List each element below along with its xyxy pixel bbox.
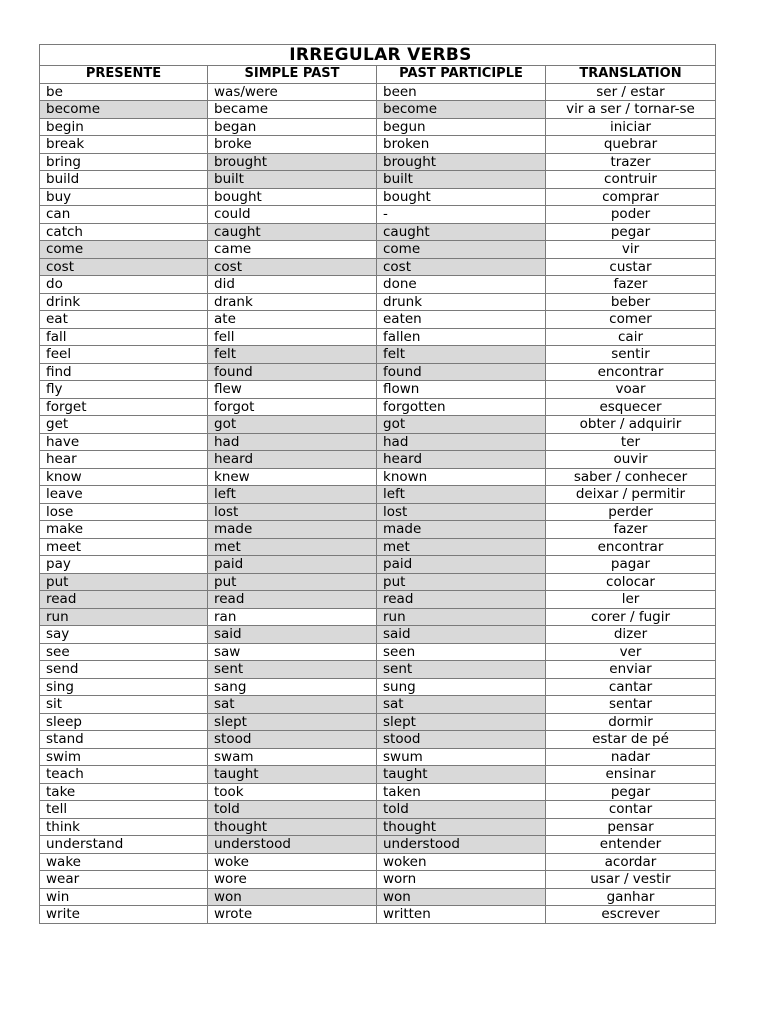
translation-cell: beber (546, 293, 716, 311)
table-row (40, 573, 716, 591)
simple-past-cell: fell (208, 328, 377, 346)
past-participle-cell: done (377, 276, 546, 294)
table-row (40, 258, 716, 276)
table-row (40, 118, 716, 136)
translation-cell: obter / adquirir (546, 416, 716, 434)
present-cell: bring (40, 153, 208, 171)
past-participle-cell: fallen (377, 328, 546, 346)
translation-cell: poder (546, 206, 716, 224)
table-row (40, 468, 716, 486)
past-participle-cell: seen (377, 643, 546, 661)
present-cell: catch (40, 223, 208, 241)
simple-past-cell: saw (208, 643, 377, 661)
past-participle-cell: brought (377, 153, 546, 171)
present-cell: come (40, 241, 208, 259)
translation-cell: sentar (546, 696, 716, 714)
past-participle-cell: forgotten (377, 398, 546, 416)
translation-cell: entender (546, 836, 716, 854)
past-participle-cell: taken (377, 783, 546, 801)
table-row (40, 626, 716, 644)
table-row (40, 696, 716, 714)
past-participle-cell: cost (377, 258, 546, 276)
present-cell: read (40, 591, 208, 609)
simple-past-cell: sat (208, 696, 377, 714)
present-cell: say (40, 626, 208, 644)
present-cell: forget (40, 398, 208, 416)
translation-cell: nadar (546, 748, 716, 766)
past-participle-cell: drunk (377, 293, 546, 311)
table-row (40, 556, 716, 574)
past-participle-cell: made (377, 521, 546, 539)
present-cell: stand (40, 731, 208, 749)
present-cell: send (40, 661, 208, 679)
past-participle-cell: become (377, 101, 546, 119)
present-cell: wake (40, 853, 208, 871)
translation-cell: encontrar (546, 363, 716, 381)
translation-cell: escrever (546, 906, 716, 924)
table-row (40, 608, 716, 626)
past-participle-cell: woken (377, 853, 546, 871)
present-cell: pay (40, 556, 208, 574)
simple-past-cell: understood (208, 836, 377, 854)
title-row (40, 45, 716, 66)
present-cell: leave (40, 486, 208, 504)
simple-past-cell: swam (208, 748, 377, 766)
translation-cell: dormir (546, 713, 716, 731)
present-cell: have (40, 433, 208, 451)
present-cell: do (40, 276, 208, 294)
simple-past-cell: left (208, 486, 377, 504)
table-row (40, 328, 716, 346)
simple-past-cell: came (208, 241, 377, 259)
simple-past-cell: read (208, 591, 377, 609)
table-row (40, 766, 716, 784)
simple-past-cell: made (208, 521, 377, 539)
translation-cell: sentir (546, 346, 716, 364)
table-row (40, 661, 716, 679)
translation-cell: cantar (546, 678, 716, 696)
simple-past-cell: said (208, 626, 377, 644)
present-cell: fly (40, 381, 208, 399)
table-row (40, 241, 716, 259)
simple-past-cell: became (208, 101, 377, 119)
simple-past-cell: forgot (208, 398, 377, 416)
translation-cell: ver (546, 643, 716, 661)
translation-cell: pegar (546, 223, 716, 241)
table-row (40, 101, 716, 119)
past-participle-cell: broken (377, 136, 546, 154)
table-row (40, 276, 716, 294)
translation-cell: trazer (546, 153, 716, 171)
table-row (40, 136, 716, 154)
past-participle-cell: read (377, 591, 546, 609)
translation-cell: iniciar (546, 118, 716, 136)
past-participle-cell: sat (377, 696, 546, 714)
table-row (40, 801, 716, 819)
table-row (40, 83, 716, 101)
table-row (40, 486, 716, 504)
past-participle-cell: been (377, 83, 546, 101)
translation-cell: esquecer (546, 398, 716, 416)
simple-past-cell: wrote (208, 906, 377, 924)
present-cell: drink (40, 293, 208, 311)
translation-cell: acordar (546, 853, 716, 871)
simple-past-cell: felt (208, 346, 377, 364)
present-cell: be (40, 83, 208, 101)
present-cell: buy (40, 188, 208, 206)
translation-cell: contruir (546, 171, 716, 189)
past-participle-cell: left (377, 486, 546, 504)
table-row (40, 433, 716, 451)
simple-past-cell: began (208, 118, 377, 136)
table-row (40, 503, 716, 521)
past-participle-cell: built (377, 171, 546, 189)
past-participle-cell: come (377, 241, 546, 259)
past-participle-cell: sent (377, 661, 546, 679)
past-participle-cell: found (377, 363, 546, 381)
translation-cell: comer (546, 311, 716, 329)
past-participle-cell: met (377, 538, 546, 556)
simple-past-cell: ate (208, 311, 377, 329)
table-row (40, 871, 716, 889)
past-participle-cell: swum (377, 748, 546, 766)
column-header-presente: PRESENTE (40, 66, 208, 84)
simple-past-cell: met (208, 538, 377, 556)
simple-past-cell: flew (208, 381, 377, 399)
simple-past-cell: wore (208, 871, 377, 889)
simple-past-cell: could (208, 206, 377, 224)
simple-past-cell: ran (208, 608, 377, 626)
past-participle-cell: bought (377, 188, 546, 206)
present-cell: begin (40, 118, 208, 136)
translation-cell: ser / estar (546, 83, 716, 101)
table-row (40, 521, 716, 539)
present-cell: see (40, 643, 208, 661)
table-row (40, 188, 716, 206)
past-participle-cell: run (377, 608, 546, 626)
past-participle-cell: put (377, 573, 546, 591)
present-cell: run (40, 608, 208, 626)
present-cell: sleep (40, 713, 208, 731)
past-participle-cell: won (377, 888, 546, 906)
table-row (40, 171, 716, 189)
past-participle-cell: understood (377, 836, 546, 854)
simple-past-cell: was/were (208, 83, 377, 101)
table-row (40, 836, 716, 854)
simple-past-cell: heard (208, 451, 377, 469)
simple-past-cell: slept (208, 713, 377, 731)
present-cell: make (40, 521, 208, 539)
column-header-row (40, 66, 716, 84)
translation-cell: estar de pé (546, 731, 716, 749)
present-cell: wear (40, 871, 208, 889)
present-cell: know (40, 468, 208, 486)
present-cell: put (40, 573, 208, 591)
present-cell: can (40, 206, 208, 224)
present-cell: find (40, 363, 208, 381)
translation-cell: fazer (546, 521, 716, 539)
present-cell: eat (40, 311, 208, 329)
present-cell: swim (40, 748, 208, 766)
table-row (40, 888, 716, 906)
translation-cell: voar (546, 381, 716, 399)
past-participle-cell: taught (377, 766, 546, 784)
present-cell: get (40, 416, 208, 434)
translation-cell: ganhar (546, 888, 716, 906)
simple-past-cell: had (208, 433, 377, 451)
table-row (40, 451, 716, 469)
simple-past-cell: built (208, 171, 377, 189)
translation-cell: dizer (546, 626, 716, 644)
translation-cell: pegar (546, 783, 716, 801)
present-cell: break (40, 136, 208, 154)
present-cell: fall (40, 328, 208, 346)
table-row (40, 293, 716, 311)
present-cell: cost (40, 258, 208, 276)
present-cell: understand (40, 836, 208, 854)
table-head (40, 45, 716, 84)
translation-cell: pagar (546, 556, 716, 574)
present-cell: meet (40, 538, 208, 556)
translation-cell: perder (546, 503, 716, 521)
simple-past-cell: sent (208, 661, 377, 679)
translation-cell: deixar / permitir (546, 486, 716, 504)
simple-past-cell: broke (208, 136, 377, 154)
table-row (40, 748, 716, 766)
table-row (40, 416, 716, 434)
past-participle-cell: known (377, 468, 546, 486)
simple-past-cell: cost (208, 258, 377, 276)
table-body (40, 83, 716, 923)
simple-past-cell: sang (208, 678, 377, 696)
present-cell: think (40, 818, 208, 836)
present-cell: lose (40, 503, 208, 521)
table-row (40, 223, 716, 241)
past-participle-cell: thought (377, 818, 546, 836)
past-participle-cell: sung (377, 678, 546, 696)
translation-cell: ter (546, 433, 716, 451)
table-row (40, 153, 716, 171)
past-participle-cell: lost (377, 503, 546, 521)
past-participle-cell: begun (377, 118, 546, 136)
simple-past-cell: knew (208, 468, 377, 486)
simple-past-cell: got (208, 416, 377, 434)
table-row (40, 346, 716, 364)
column-header-simple-past: SIMPLE PAST (208, 66, 377, 84)
translation-cell: saber / conhecer (546, 468, 716, 486)
translation-cell: fazer (546, 276, 716, 294)
simple-past-cell: lost (208, 503, 377, 521)
translation-cell: ensinar (546, 766, 716, 784)
simple-past-cell: did (208, 276, 377, 294)
table-row (40, 713, 716, 731)
translation-cell: contar (546, 801, 716, 819)
simple-past-cell: caught (208, 223, 377, 241)
present-cell: win (40, 888, 208, 906)
simple-past-cell: drank (208, 293, 377, 311)
simple-past-cell: woke (208, 853, 377, 871)
table-row (40, 538, 716, 556)
past-participle-cell: slept (377, 713, 546, 731)
present-cell: feel (40, 346, 208, 364)
table-row (40, 906, 716, 924)
translation-cell: vir (546, 241, 716, 259)
table-row (40, 591, 716, 609)
past-participle-cell: flown (377, 381, 546, 399)
translation-cell: ouvir (546, 451, 716, 469)
translation-cell: custar (546, 258, 716, 276)
translation-cell: vir a ser / tornar-se (546, 101, 716, 119)
table-row (40, 853, 716, 871)
simple-past-cell: taught (208, 766, 377, 784)
present-cell: hear (40, 451, 208, 469)
present-cell: take (40, 783, 208, 801)
simple-past-cell: won (208, 888, 377, 906)
simple-past-cell: brought (208, 153, 377, 171)
present-cell: tell (40, 801, 208, 819)
translation-cell: cair (546, 328, 716, 346)
simple-past-cell: put (208, 573, 377, 591)
present-cell: sing (40, 678, 208, 696)
translation-cell: comprar (546, 188, 716, 206)
table-row (40, 818, 716, 836)
past-participle-cell: caught (377, 223, 546, 241)
simple-past-cell: stood (208, 731, 377, 749)
table-row (40, 206, 716, 224)
translation-cell: colocar (546, 573, 716, 591)
translation-cell: pensar (546, 818, 716, 836)
table-row (40, 363, 716, 381)
table-row (40, 311, 716, 329)
table-row (40, 678, 716, 696)
translation-cell: encontrar (546, 538, 716, 556)
past-participle-cell: written (377, 906, 546, 924)
past-participle-cell: stood (377, 731, 546, 749)
column-header-past-participle: PAST PARTICIPLE (377, 66, 546, 84)
translation-cell: ler (546, 591, 716, 609)
translation-cell: corer / fugir (546, 608, 716, 626)
present-cell: write (40, 906, 208, 924)
table-row (40, 381, 716, 399)
translation-cell: quebrar (546, 136, 716, 154)
simple-past-cell: paid (208, 556, 377, 574)
present-cell: become (40, 101, 208, 119)
irregular-verbs-table (39, 44, 716, 924)
simple-past-cell: found (208, 363, 377, 381)
past-participle-cell: eaten (377, 311, 546, 329)
past-participle-cell: heard (377, 451, 546, 469)
past-participle-cell: told (377, 801, 546, 819)
translation-cell: enviar (546, 661, 716, 679)
table-title: IRREGULAR VERBS (40, 45, 716, 66)
simple-past-cell: thought (208, 818, 377, 836)
present-cell: build (40, 171, 208, 189)
table-row (40, 731, 716, 749)
past-participle-cell: felt (377, 346, 546, 364)
column-header-translation: TRANSLATION (546, 66, 716, 84)
past-participle-cell: - (377, 206, 546, 224)
simple-past-cell: took (208, 783, 377, 801)
translation-cell: usar / vestir (546, 871, 716, 889)
past-participle-cell: got (377, 416, 546, 434)
simple-past-cell: bought (208, 188, 377, 206)
table-row (40, 398, 716, 416)
past-participle-cell: worn (377, 871, 546, 889)
past-participle-cell: said (377, 626, 546, 644)
simple-past-cell: told (208, 801, 377, 819)
past-participle-cell: paid (377, 556, 546, 574)
present-cell: teach (40, 766, 208, 784)
table-row (40, 643, 716, 661)
table-row (40, 783, 716, 801)
present-cell: sit (40, 696, 208, 714)
past-participle-cell: had (377, 433, 546, 451)
